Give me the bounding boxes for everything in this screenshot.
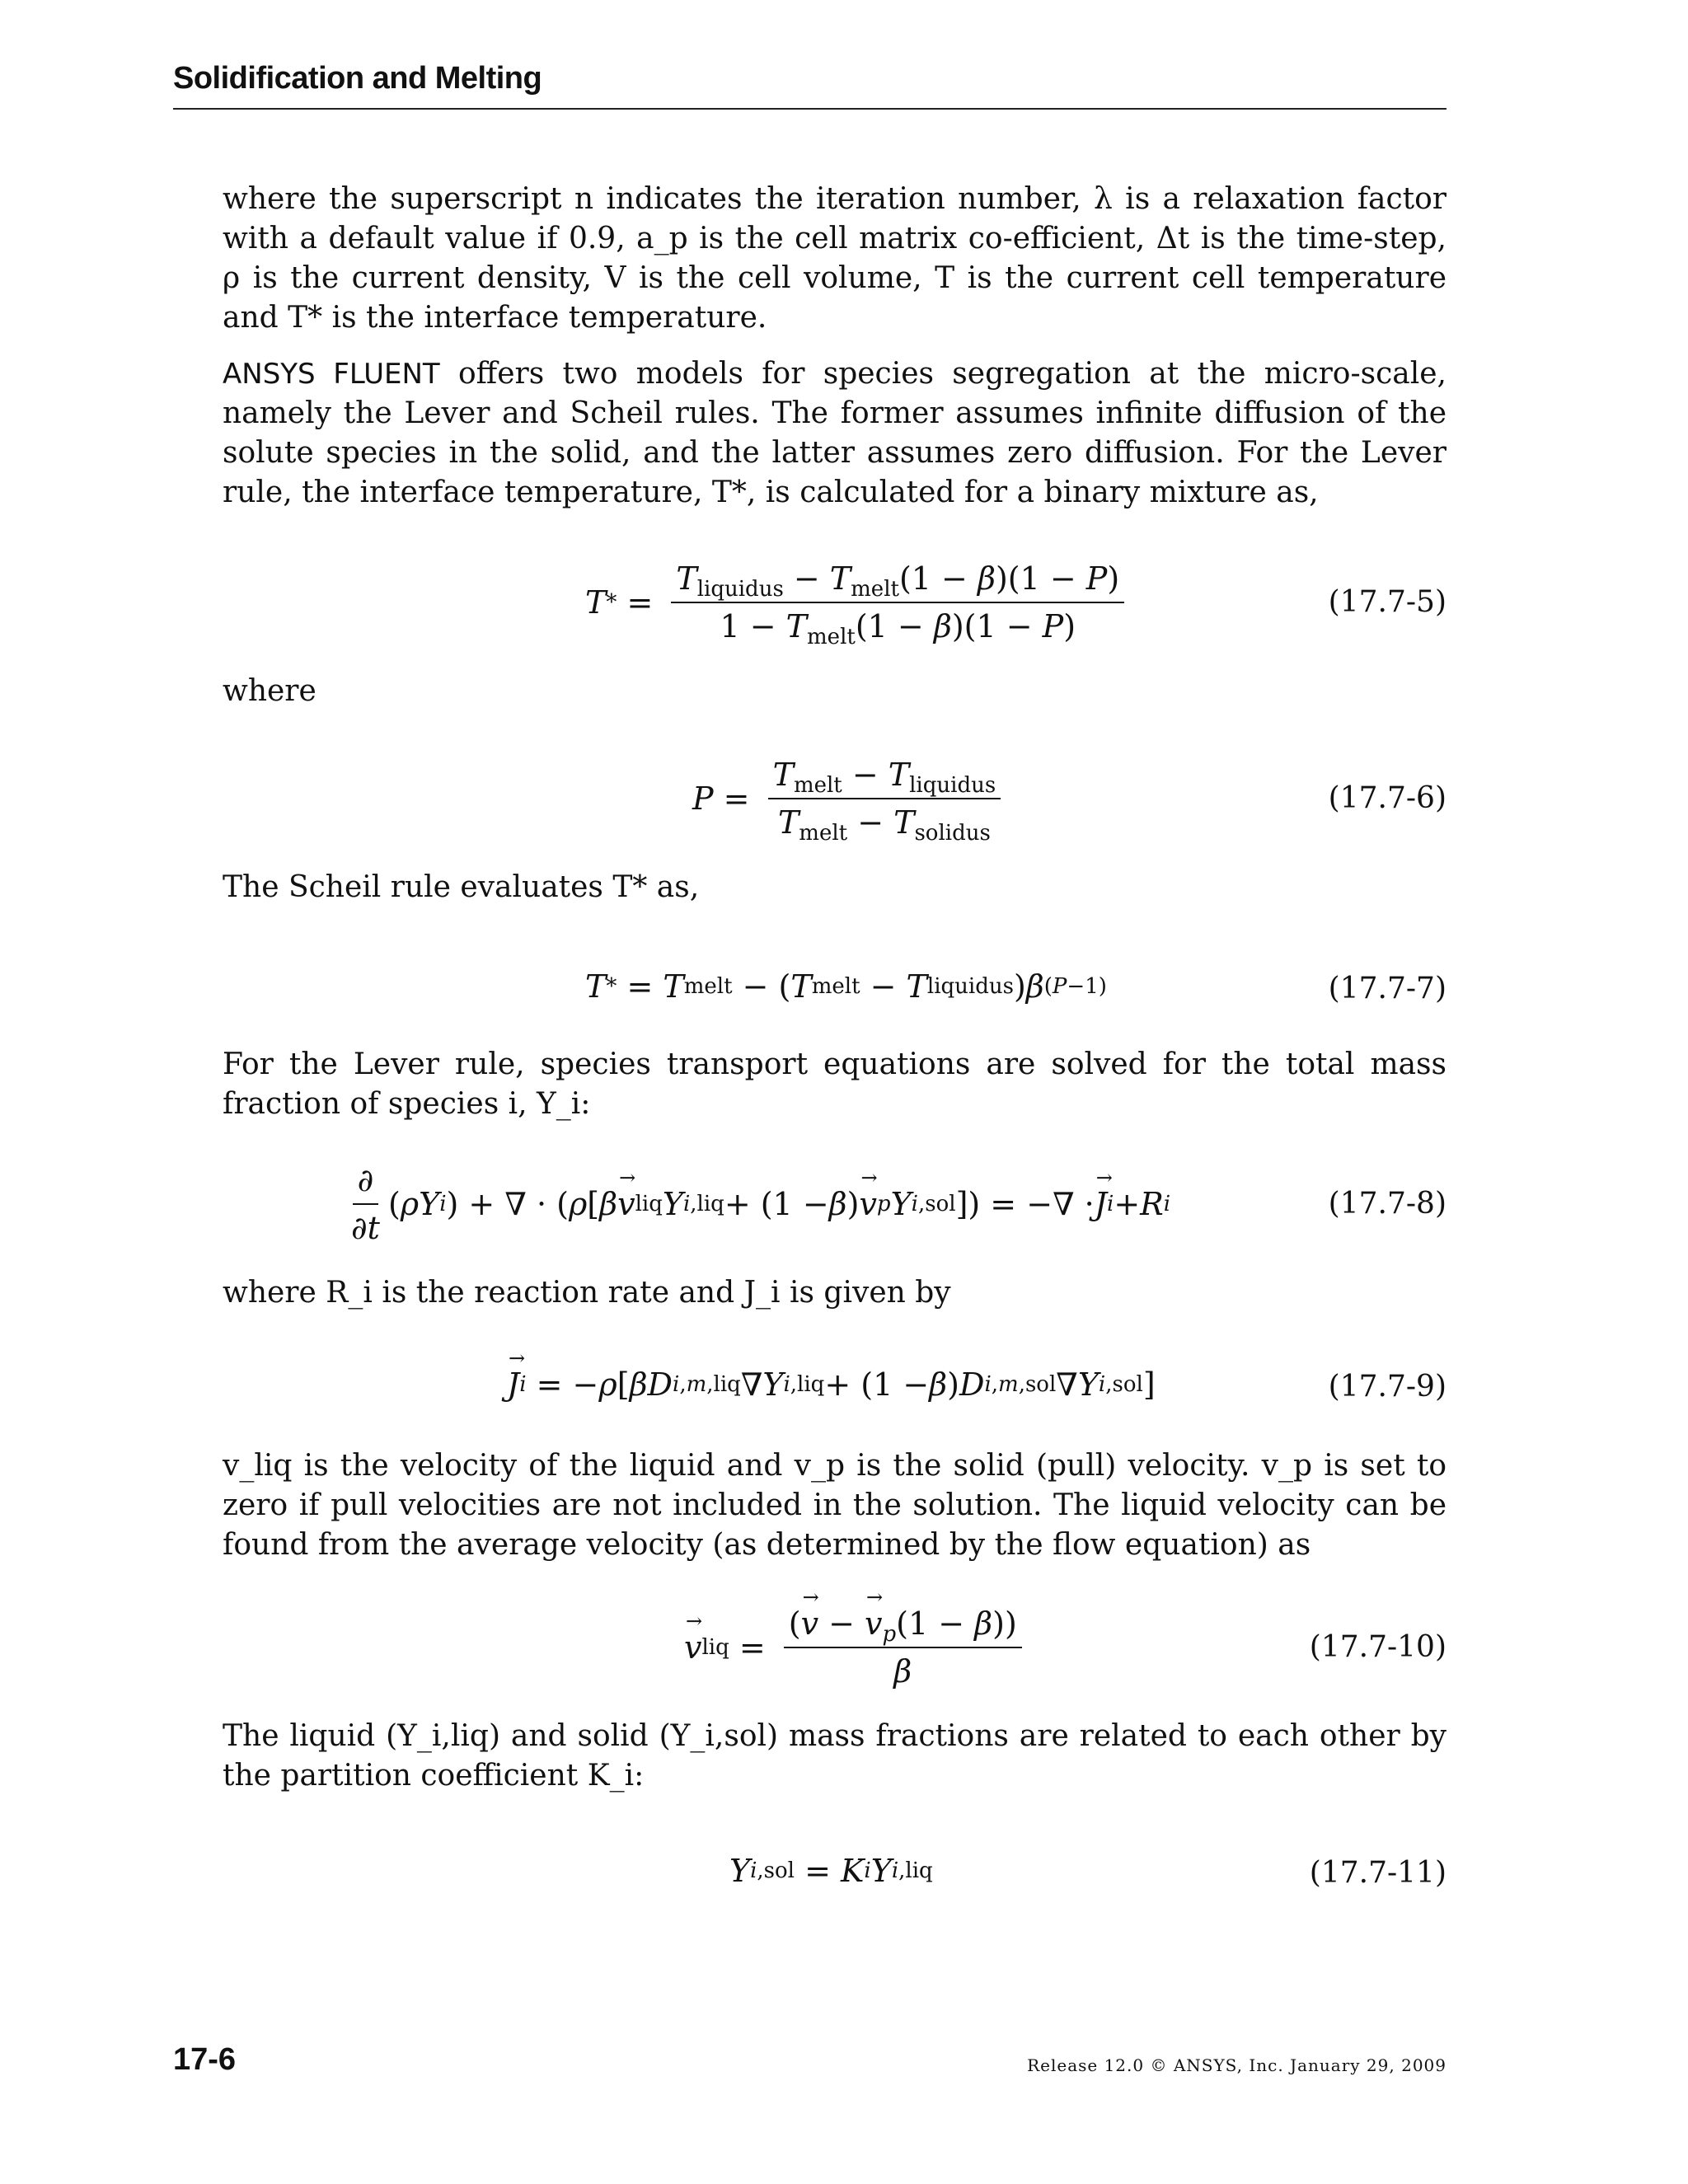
- equation-17-7-5: [223, 560, 1447, 651]
- equation-number: (17.7-6): [1328, 781, 1447, 815]
- header-rule: [173, 108, 1447, 110]
- page-number: 17-6: [173, 2042, 237, 2077]
- equation-17-7-10: [223, 1605, 1447, 1696]
- equation-body: → J i = − ρ [ βD i,m,liq ∇ Y i,liq + (1 − β ) D i,m,sol ∇ Y i,sol ]: [507, 1366, 1156, 1403]
- equation-number: (17.7-8): [1328, 1187, 1447, 1221]
- paragraph-segregation-models: [223, 354, 1447, 513]
- fraction: $\frac{\partial}{\partial t}$: [351, 1162, 380, 1246]
- fraction: $\frac{T_{melt} - T_{liquidus}}{T_{melt} - T_{solidus}}$: [768, 757, 1001, 841]
- equation-body: → v liq = $\frac{(\to v - \to v_p(1 - \beta))}{\beta}$: [684, 1605, 1030, 1690]
- product-name: ANSYS FLUENT: [223, 358, 440, 391]
- paragraph-lever-rule: For the Lever rule, species transport equations are solved for the total mass fraction of species i, Y_i:: [223, 1047, 1447, 1121]
- fraction: $\frac{(\to v - \to v_p(1 - \beta))}{\beta}$: [784, 1605, 1022, 1690]
- equation-17-7-7: [223, 968, 1447, 1018]
- equation-body: $\frac{\partial}{\partial t}$ ( ρY i ) + ∇ · ( ρ [ β → v liq Y i,liq + (1 − β ) → v p Y i,sol ]) = −∇ · → J i + R i: [346, 1162, 1170, 1246]
- paragraph-where: where: [223, 674, 316, 708]
- equation-body: P = $\frac{T_{melt} - T_{liquidus}}{T_{melt} - T_{solidus}}$: [692, 757, 1009, 841]
- equation-number: (17.7-5): [1328, 585, 1447, 619]
- equation-17-7-9: [223, 1366, 1447, 1416]
- equation-17-7-11: [223, 1853, 1447, 1902]
- equation-number: (17.7-9): [1328, 1370, 1447, 1404]
- equation-body: Y i,sol = K i Y i,liq: [729, 1853, 933, 1889]
- equation-number: (17.7-10): [1309, 1630, 1447, 1664]
- equation-body: T * = $\frac{T_{liquidus} - T_{melt}(1 - \beta)(1 - P)}{1 - T_{melt}(1 - \beta)(1 - P)}$: [585, 560, 1132, 644]
- equation-17-7-8: [223, 1162, 1447, 1253]
- equation-number: (17.7-7): [1328, 972, 1447, 1005]
- paragraph-reaction-rate: where R_i is the reaction rate and J_i is given by: [223, 1276, 951, 1310]
- equation-17-7-6: [223, 757, 1447, 847]
- release-info: Release 12.0 © ANSYS, Inc. January 29, 2009: [1027, 2055, 1447, 2075]
- paragraph-scheil: The Scheil rule evaluates T* as,: [223, 870, 700, 904]
- paragraph-iteration: where the superscript n indicates the iteration number, λ is a relaxation factor with a default value if 0.9, a_p is the cell matrix co-efficient, Δt is the time-step, ρ is the current density, V is the cell volume, T is the current cell temperature and T* is the interface temperature.: [223, 182, 1447, 335]
- section-title: Solidification and Melting: [173, 61, 542, 96]
- paragraph-partition: The liquid (Y_i,liq) and solid (Y_i,sol) mass fractions are related to each other by the partition coefficient K_i:: [223, 1719, 1447, 1793]
- equation-body: T * = T melt − ( T melt − T liquidus ) β (P−1): [585, 968, 1107, 1005]
- paragraph-segregation-text: offers two models for species segregation at the micro-scale, namely the Lever and Scheil rules. The former assumes infinite diffusion of the solute species in the solid, and the latter assumes zero diffusion. For the Lever rule, the interface temperature, T*, is calculated for a binary mixture as,: [223, 357, 1447, 509]
- fraction: $\frac{T_{liquidus} - T_{melt}(1 - \beta)(1 - P)}{1 - T_{melt}(1 - \beta)(1 - P)}$: [671, 560, 1124, 644]
- equation-number: (17.7-11): [1309, 1856, 1447, 1890]
- paragraph-liquid-velocity: v_liq is the velocity of the liquid and v_p is the solid (pull) velocity. v_p is set to zero if pull velocities are not included in the solution. The liquid velocity can be found from the average velocity (as determined by the flow equation) as: [223, 1449, 1447, 1562]
